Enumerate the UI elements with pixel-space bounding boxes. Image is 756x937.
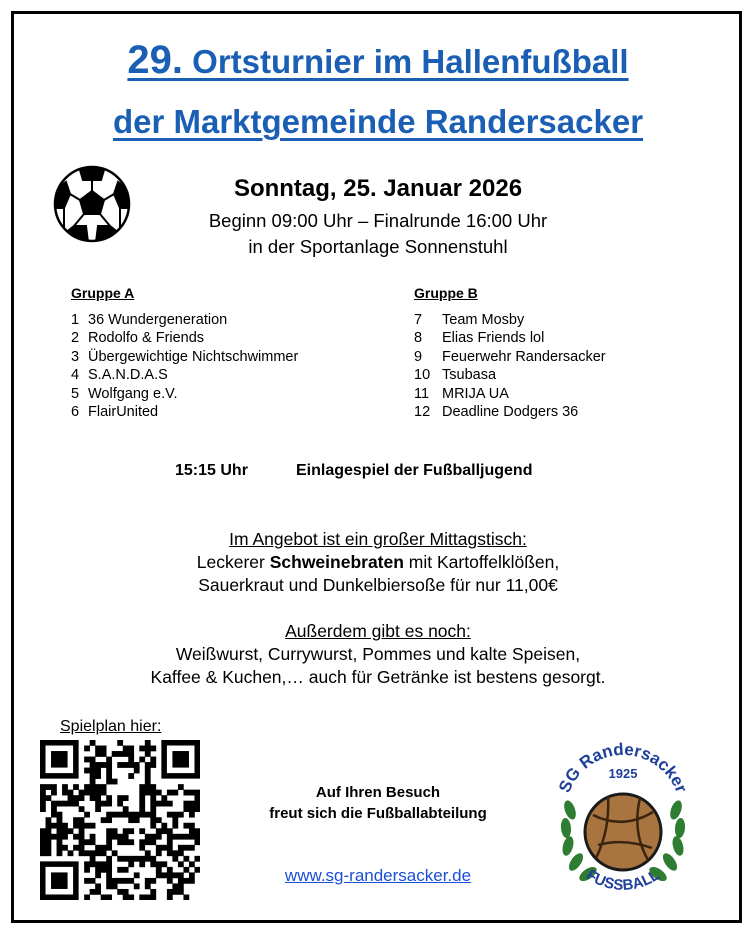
group-a-title: Gruppe A [71,285,135,301]
team-row [71,329,298,347]
soccer-ball-icon [52,164,132,244]
title-line-1-text: Ortsturnier im Hallenfußball [183,43,629,80]
spielplan-label: Spielplan hier: [60,718,162,735]
food-line-1-pre: Leckerer [196,552,270,572]
team-name: Deadline Dodgers 36 [442,404,579,421]
food-line-1 [0,551,756,574]
food-line-2: Sauerkraut und Dunkelbiersoße für nur 11,00€ [198,575,558,595]
logo-top-text: SG Randersacker [555,739,692,796]
group-a-list [71,311,298,421]
team-number: 3 [71,348,80,365]
team-row [414,348,606,366]
team-name: S.A.N.D.A.S [88,367,168,384]
logo-year: 1925 [608,766,638,781]
food-highlight: Schweinebraten [269,552,404,572]
extra-line-2: Kaffee & Kuchen,… auch für Getränke ist bestens gesorgt. [150,667,606,687]
team-name: Rodolfo & Friends [88,330,205,347]
team-number: 11 [414,385,430,402]
website-link[interactable]: www.sg-randersacker.de [284,866,472,885]
team-name: MRIJA UA [442,385,509,402]
tournament-number: 29. [127,38,184,82]
team-row [71,366,298,384]
closing-message [220,782,536,824]
team-number: 8 [414,330,423,347]
team-number: 10 [414,367,431,384]
food-line-1-post: mit Kartoffelklößen, [403,552,560,572]
team-number: 1 [71,312,80,328]
extra-line-1: Weißwurst, Currywurst, Pommes und kalte Speisen, [175,644,581,664]
team-name: Tsubasa [442,367,497,384]
team-name: 36 Wundergeneration [88,312,228,328]
food-block [0,528,756,597]
team-name: FlairUnited [88,404,159,421]
qr-code-image[interactable] [40,740,200,900]
einlage-text: Einlagespiel der Fußballjugend [296,462,533,479]
event-venue: in der Sportanlage Sonnenstuhl [248,236,508,257]
food-heading: Im Angebot ist ein großer Mittagstisch: [229,529,527,549]
group-b-list [414,311,606,421]
team-number: 7 [414,312,423,328]
team-row [414,366,606,384]
team-number: 4 [71,367,80,384]
closing-line-2: freut sich die Fußballabteilung [269,805,487,822]
extra-heading: Außerdem gibt es noch: [285,621,471,641]
group-b-title: Gruppe B [414,285,478,301]
team-name: Team Mosby [442,312,525,328]
team-row [71,311,298,329]
team-name: Wolfgang e.V. [88,385,178,402]
club-logo [548,720,698,910]
team-number: 12 [414,404,431,421]
closing-line-1: Auf Ihren Besuch [315,784,441,801]
team-name: Feuerwehr Randersacker [442,348,606,365]
team-row [414,385,606,403]
team-row [71,348,298,366]
einlage-time: 15:15 Uhr [175,462,248,479]
team-number: 9 [414,348,423,365]
event-times: Beginn 09:00 Uhr – Finalrunde 16:00 Uhr [208,210,548,231]
team-number: 2 [71,330,80,347]
team-row [414,329,606,347]
team-row [71,403,298,421]
team-name: Elias Friends lol [442,330,545,347]
event-date: Sonntag, 25. Januar 2026 [233,175,523,202]
team-row [71,385,298,403]
team-row [414,403,606,421]
team-row [414,311,606,329]
team-number: 6 [71,404,80,421]
logo-ball [585,794,661,870]
extra-block [0,620,756,689]
title-line-1 [0,38,756,83]
team-name: Übergewichtige Nichtschwimmer [88,348,299,365]
title-line-2: der Marktgemeinde Randersacker [112,103,644,140]
logo-bottom-text: FUSSBALL [583,866,663,895]
team-number: 5 [71,385,80,402]
